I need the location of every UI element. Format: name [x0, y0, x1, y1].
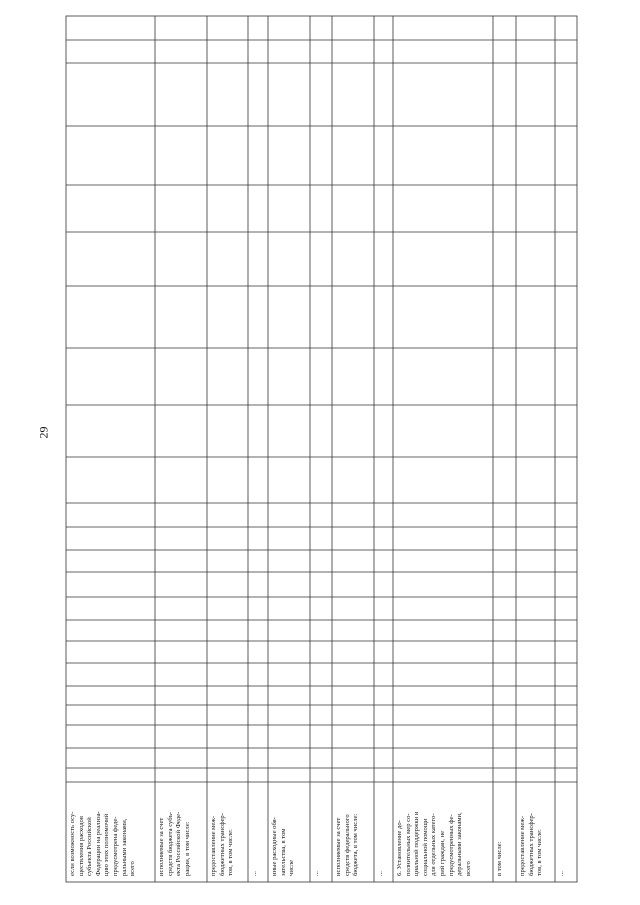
row-label: исполняемые за счет средств федерального бюджета, в том числе: — [335, 813, 360, 876]
row-label: исполняемые за счет средств бюджета субъ- екта Российской Феде- рации, в том числе: — [158, 811, 191, 876]
row-label: предоставление меж- бюджетных трансфер- тов, в том числе: — [210, 813, 235, 876]
row-label: иные расходные обя- зательства, в том числе — [271, 817, 296, 876]
row-label: ... — [313, 871, 320, 876]
row-label: ... — [377, 871, 384, 876]
row-label: 6. Установление до- полнительных мер со- циальной поддержки и социальной помощи для отдельных катего- рий граждан, не предусмотренных фе- деральными законами, всего — [396, 811, 472, 876]
row-label: ... — [558, 871, 565, 876]
row-label: ... — [251, 871, 258, 876]
row-label: если возможность осу- ществления расходов субъекта Российской Федерации на реализа- цию этих полномочий предусмотрена феде- ральными законами, всего — [69, 811, 137, 876]
page-number: 29 — [36, 426, 51, 439]
table-border — [66, 16, 577, 882]
row-label: в том числе: — [496, 841, 503, 876]
row-label: предоставление меж- бюджетных трансфер- тов, в том числе: — [519, 813, 544, 876]
